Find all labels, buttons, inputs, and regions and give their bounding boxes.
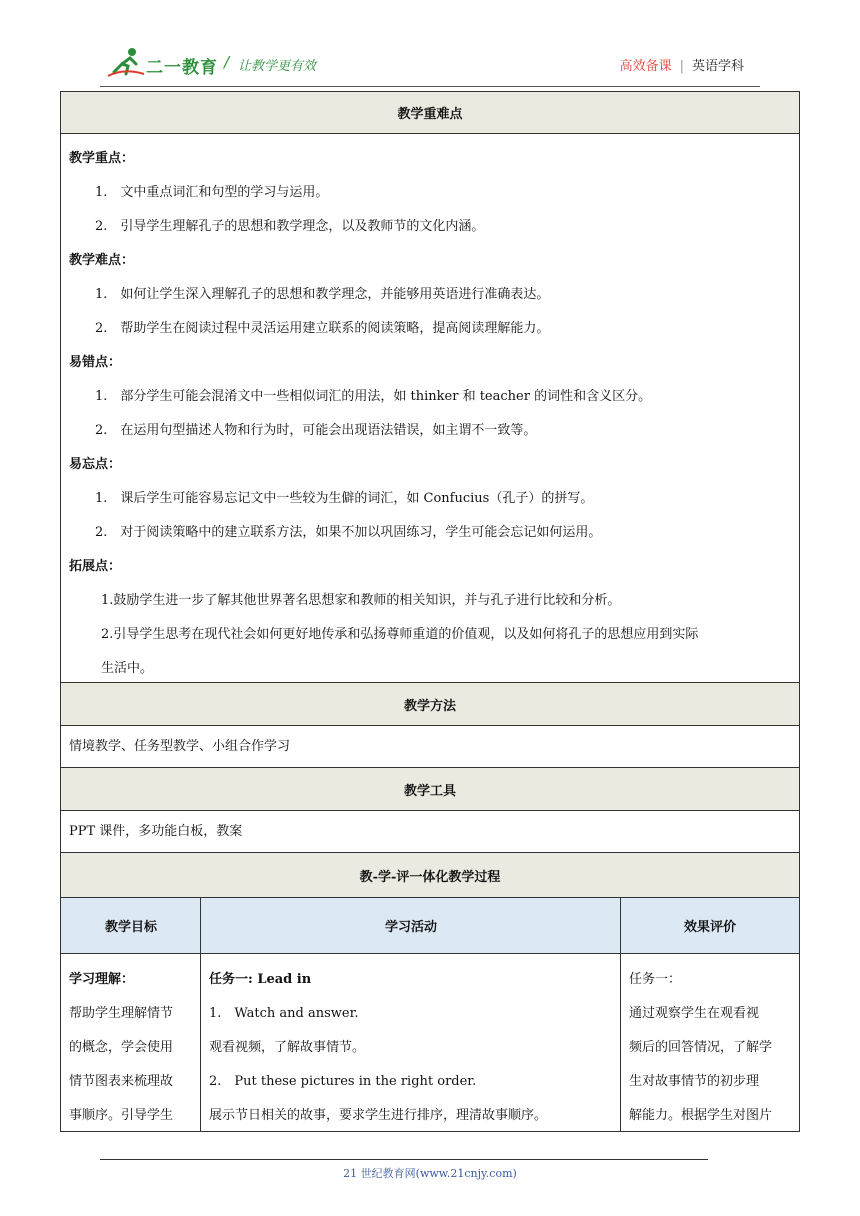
- list-item: 2. 对于阅读策略中的建立联系方法，如果不加以巩固练习，学生可能会忘记如何运用。: [95, 525, 602, 540]
- key-points-content: [61, 134, 799, 683]
- brand-slogan: 让教学更有效: [238, 59, 317, 74]
- section-title-key-points: 教学重难点: [61, 92, 799, 134]
- activity-line: 展示节日相关的故事，要求学生进行排序，理清故事顺序。: [209, 1108, 548, 1123]
- column-header-goal: 教学目标: [104, 920, 157, 935]
- heading-difficult-points: 教学难点：: [69, 253, 135, 268]
- evaluation-line: 解能力。根据学生对图片: [629, 1108, 773, 1123]
- column-divider: [620, 898, 621, 1132]
- activity-heading: 任务一: Lead in: [209, 972, 312, 987]
- lesson-table: [60, 91, 800, 1132]
- process-column-headers: [61, 898, 799, 954]
- footer-divider: [100, 1159, 708, 1160]
- section-title-methods: 教学方法: [61, 683, 799, 726]
- heading-key-points: 教学重点：: [69, 151, 135, 166]
- list-item: 1.鼓励学生进一步了解其他世界著名思想家和教师的相关知识，并与孔子进行比较和分析。: [101, 593, 621, 608]
- list-item: 2. 帮助学生在阅读过程中灵活运用建立联系的阅读策略，提高阅读理解能力。: [95, 321, 550, 336]
- brand-name: 二一教育: [146, 58, 218, 78]
- methods-content: [61, 726, 799, 768]
- list-item: 2. 在运用句型描述人物和行为时，可能会出现语法错误，如主谓不一致等。: [95, 423, 537, 438]
- column-header-evaluation: 效果评价: [683, 920, 736, 935]
- list-item: 生活中。: [101, 661, 154, 676]
- list-item: 1. 文中重点词汇和句型的学习与运用。: [95, 185, 329, 200]
- activity-line: 1. Watch and answer.: [209, 1006, 359, 1021]
- tag-separator: |: [679, 59, 684, 74]
- evaluation-line: 通过观察学生在观看视: [629, 1006, 760, 1021]
- goal-line: 的概念，学会使用: [69, 1040, 174, 1055]
- goal-line: 帮助学生理解情节: [69, 1006, 174, 1021]
- goal-line: 事顺序。引导学生: [69, 1108, 174, 1123]
- goal-line: 情节图表来梳理故: [69, 1074, 174, 1089]
- evaluation-line: 生对故事情节的初步理: [629, 1074, 760, 1089]
- runner-logo-icon: [106, 46, 146, 82]
- activity-line: 观看视频，了解故事情节。: [209, 1040, 366, 1055]
- evaluation-line: 频后的回答情况，了解学: [629, 1040, 773, 1055]
- column-divider: [200, 898, 201, 1132]
- header-tags: [620, 55, 744, 74]
- footer-text: 21 世纪教育网(www.21cnjy.com): [343, 1167, 517, 1180]
- tools-content: [61, 811, 799, 853]
- list-item: 1. 如何让学生深入理解孔子的思想和教学理念，并能够用英语进行准确表达。: [95, 287, 550, 302]
- tag-efficient-prep: 高效备课: [619, 59, 672, 74]
- list-item: 2. 引导学生理解孔子的思想和教学理念，以及教师节的文化内涵。: [95, 219, 485, 234]
- header-divider: [100, 86, 760, 87]
- list-item: 2.引导学生思考在现代社会如何更好地传承和弘扬尊师重道的价值观，以及如何将孔子的思想应用到实际: [101, 627, 699, 642]
- tag-subject: 英语学科: [691, 59, 744, 74]
- section-title-process: 教-学-评一体化教学过程: [61, 853, 799, 898]
- section-title-tools: 教学工具: [61, 768, 799, 811]
- goal-heading: 学习理解：: [69, 972, 135, 987]
- column-header-activity: 学习活动: [384, 920, 437, 935]
- page-header: [100, 44, 760, 86]
- methods-text: 情境教学、任务型教学、小组合作学习: [69, 739, 291, 754]
- list-item: 1. 课后学生可能容易忘记文中一些较为生僻的词汇，如 Confucius（孔子）的拼写。: [95, 491, 594, 506]
- evaluation-heading: 任务一：: [629, 972, 682, 987]
- heading-easy-to-forget: 易忘点：: [69, 457, 122, 472]
- header-slash: /: [224, 53, 230, 71]
- heading-extension: 拓展点：: [69, 559, 122, 574]
- list-item: 1. 部分学生可能会混淆文中一些相似词汇的用法，如 thinker 和 teacher 的词性和含义区分。: [95, 389, 652, 404]
- tools-text: PPT 课件，多功能白板，教案: [69, 824, 243, 839]
- heading-error-prone: 易错点：: [69, 355, 122, 370]
- activity-line: 2. Put these pictures in the right order.: [209, 1074, 477, 1089]
